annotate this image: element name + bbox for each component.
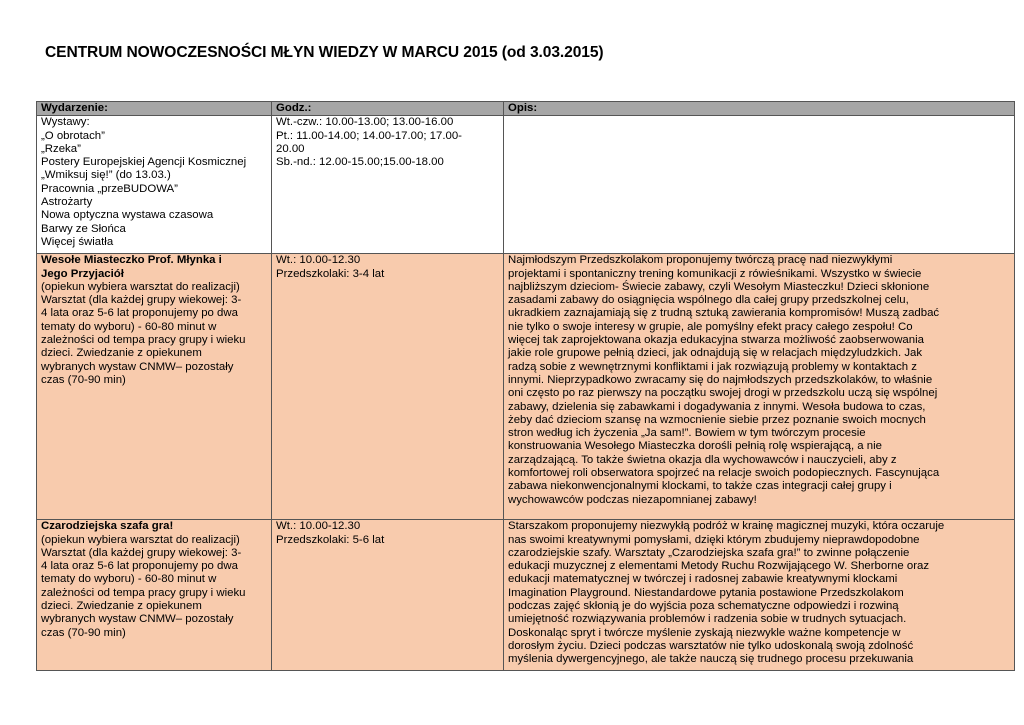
hours-text-line: Pt.: 11.00-14.00; 14.00-17.00; 17.00-	[276, 129, 462, 142]
description-text-line: więcej tak zaprojektowana okazja edukacyjna stwarza możliwość zaobserwowania	[508, 334, 924, 347]
hours-text-line: Przedszkolaki: 5-6 lat	[276, 533, 385, 546]
event-text-line: „O obrotach”	[41, 129, 105, 142]
event-text-line: Więcej światła	[41, 235, 114, 248]
event-title-line: Czarodziejska szafa gra!	[41, 520, 174, 533]
event-text-line: zależności od tempa pracy grupy i wieku	[41, 334, 246, 347]
description-text-line: wychowawców podczas niezapomnianej zabawy!	[508, 493, 757, 506]
event-text-line: Warsztat (dla każdej grupy wiekowej: 3-	[41, 294, 242, 307]
event-text-line: Barwy ze Słońca	[41, 222, 126, 235]
description-text-line: Imagination Playground. Niestandardowe pytania postawione Przedszkolakom	[508, 586, 904, 599]
description-cell	[504, 116, 1015, 254]
hours-text-line: Sb.-nd.: 12.00-15.00;15.00-18.00	[276, 156, 444, 169]
event-title-line: Jego Przyjaciół	[41, 267, 124, 280]
description-text-line: żeby dać dzieciom szansę na wzmocnienie siebie przez poznanie swoich mocnych	[508, 413, 926, 426]
description-text-line: Najmłodszym Przedszkolakom proponujemy twórczą pracę nad niezwykłymi	[508, 254, 893, 267]
description-cell	[504, 254, 1015, 520]
description-text-line: umiejętność rozwiązywania problemów i radzenia sobie w trudnych sytuacjach.	[508, 613, 907, 626]
description-text-line: radzą sobie z wewnętrznymi konfliktami i jak rozwiązują problemy w kontaktach z	[508, 360, 917, 373]
description-text-line: ukradkiem zaznajamiają się z trudną sztuką zawierania kompromisów! Muszą zadbać	[508, 307, 940, 320]
event-text-line: 4 lata oraz 5-6 lat proponujemy po dwa	[41, 560, 238, 573]
event-text-line: czas (70-90 min)	[41, 373, 126, 386]
description-text-line: oni często po raz pierwszy na początku swojej drogi w przedszkolu uczą się wspólnej	[508, 387, 938, 400]
description-text-line: konstruowania Wesołego Miasteczka dorośli pełnią rolę wspierającą, a nie	[508, 440, 882, 453]
hours-cell	[272, 116, 504, 254]
header-event: Wydarzenie:	[37, 102, 272, 116]
description-text-line: myślenia dywergencyjnego, ale także nauczą się trudnego procesu przekuwania	[508, 653, 914, 666]
event-text-line: Wystawy:	[41, 116, 90, 129]
hours-text-line: Wt.: 10.00-12.30	[276, 520, 361, 533]
description-text-line: zabawy, dzielenia się zabawkami i dogadywania z innymi. Wesoła budowa to czas,	[508, 400, 926, 413]
description-text-line: zarządzającą. To także świetna okazja dla wychowawców i nauczycieli, aby z	[508, 453, 897, 466]
event-text-line: 4 lata oraz 5-6 lat proponujemy po dwa	[41, 307, 238, 320]
event-text-line: dzieci. Zwiedzanie z opiekunem	[41, 600, 202, 613]
document-title: CENTRUM NOWOCZESNOŚCI MŁYN WIEDZY W MARCU 2015 (od 3.03.2015)	[45, 44, 604, 61]
event-text-line: dzieci. Zwiedzanie z opiekunem	[41, 347, 202, 360]
event-text-line: Nowa optyczna wystawa czasowa	[41, 209, 214, 222]
description-cell	[504, 520, 1015, 671]
event-text-line: Warsztat (dla każdej grupy wiekowej: 3-	[41, 546, 242, 559]
description-text-line: dorosłym życiu. Dzieci podczas warsztatów nie tylko udoskonalą swoją zdolność	[508, 639, 914, 652]
description-text-line: podczas zajęć skłonią je do wyjścia poza schematyczne odpowiedzi i rozwiną	[508, 600, 899, 613]
description-text-line: czarodziejskie szafy. Warsztaty „Czarodziejska szafa gra!” to zwinne połączenie	[508, 546, 910, 559]
hours-cell	[272, 520, 504, 671]
hours-cell	[272, 254, 504, 520]
description-text-line: nas swoimi kreatywnymi pomysłami, dzięki którym zbudujemy nieprawdopodobne	[508, 533, 920, 546]
event-cell	[37, 116, 272, 254]
description-text-line: innymi. Nieprzypadkowo zwracamy się do najmłodszych przedszkolaków, to właśnie	[508, 373, 933, 386]
event-cell	[37, 254, 272, 520]
event-text-line: Astrożarty	[41, 196, 93, 209]
description-text-line: Starszakom proponujemy niezwykłą podróż w krainę magicznej muzyki, która oczaruje	[508, 520, 945, 533]
event-text-line: tematy do wyboru) - 60-80 minut w	[41, 573, 217, 586]
description-text-line: Doskonaląc spryt i twórcze myślenie zyskają niezwykle ważne kompetencje w	[508, 626, 901, 639]
hours-text-line: Wt.-czw.: 10.00-13.00; 13.00-16.00	[276, 116, 454, 129]
header-hours: Godz.:	[272, 102, 504, 116]
description-text-line: jakie role grupowe pełnią dzieci, jak odnajdują się w relacjach międzyludzkich. Jak	[508, 347, 923, 360]
event-text-line: (opiekun wybiera warsztat do realizacji)	[41, 533, 240, 546]
event-text-line: zależności od tempa pracy grupy i wieku	[41, 586, 246, 599]
hours-text-line: Wt.: 10.00-12.30	[276, 254, 361, 267]
event-text-line: „Rzeka”	[41, 142, 81, 155]
table-row	[37, 254, 1015, 520]
event-title-line: Wesołe Miasteczko Prof. Młynka i	[41, 254, 222, 267]
event-text-line: (opiekun wybiera warsztat do realizacji)	[41, 280, 240, 293]
description-text-line: najbliższym dzieciom- Świecie zabawy, czyli Wesołym Miasteczku! Dzieci skłonione	[508, 280, 930, 293]
description-text-line: nie tylko o swoje interesy w grupie, ale pomyślny efekt pracy całego zespołu! Co	[508, 320, 913, 333]
event-text-line: Pracownia „przeBUDOWA”	[41, 182, 178, 195]
table-row	[37, 116, 1015, 254]
description-text-line: edukacji muzycznej z elementami Metody Ruchu Rozwijającego W. Sherborne oraz	[508, 560, 930, 573]
event-text-line: wybranych wystaw CNMW– pozostały	[41, 360, 234, 373]
event-text-line: wybranych wystaw CNMW– pozostały	[41, 613, 234, 626]
hours-text-line: Przedszkolaki: 3-4 lat	[276, 267, 385, 280]
table-row	[37, 520, 1015, 671]
table-header-row	[37, 102, 1015, 116]
event-cell	[37, 520, 272, 671]
event-text-line: czas (70-90 min)	[41, 626, 126, 639]
description-text-line: zabawa niekonwencjonalnymi klockami, to także czas integracji całej grupy i	[508, 480, 892, 493]
hours-text-line: 20.00	[276, 142, 305, 155]
header-description: Opis:	[504, 102, 1015, 116]
description-text-line: komfortowej roli obserwatora spojrzeć na relacje swoich podopiecznych. Fascynująca	[508, 467, 940, 480]
description-text-line: stron według ich życzenia „Ja sam!”. Bowiem w tym twórczym procesie	[508, 427, 866, 440]
event-text-line: „Wmiksuj się!” (do 13.03.)	[41, 169, 171, 182]
description-text-line: zasadami zabawy do osiągnięcia wspólnego dla całej grupy przedszkolnej celu,	[508, 294, 909, 307]
event-text-line: Postery Europejskiej Agencji Kosmicznej	[41, 156, 247, 169]
schedule-table	[36, 101, 1015, 671]
description-text-line: edukacji matematycznej w twórczej i radosnej zabawie kreatywnymi klockami	[508, 573, 898, 586]
description-text-line: projektami i spontaniczny trening komunikacji z rówieśnikami. Wszystko w świecie	[508, 267, 922, 280]
event-text-line: tematy do wyboru) - 60-80 minut w	[41, 320, 217, 333]
